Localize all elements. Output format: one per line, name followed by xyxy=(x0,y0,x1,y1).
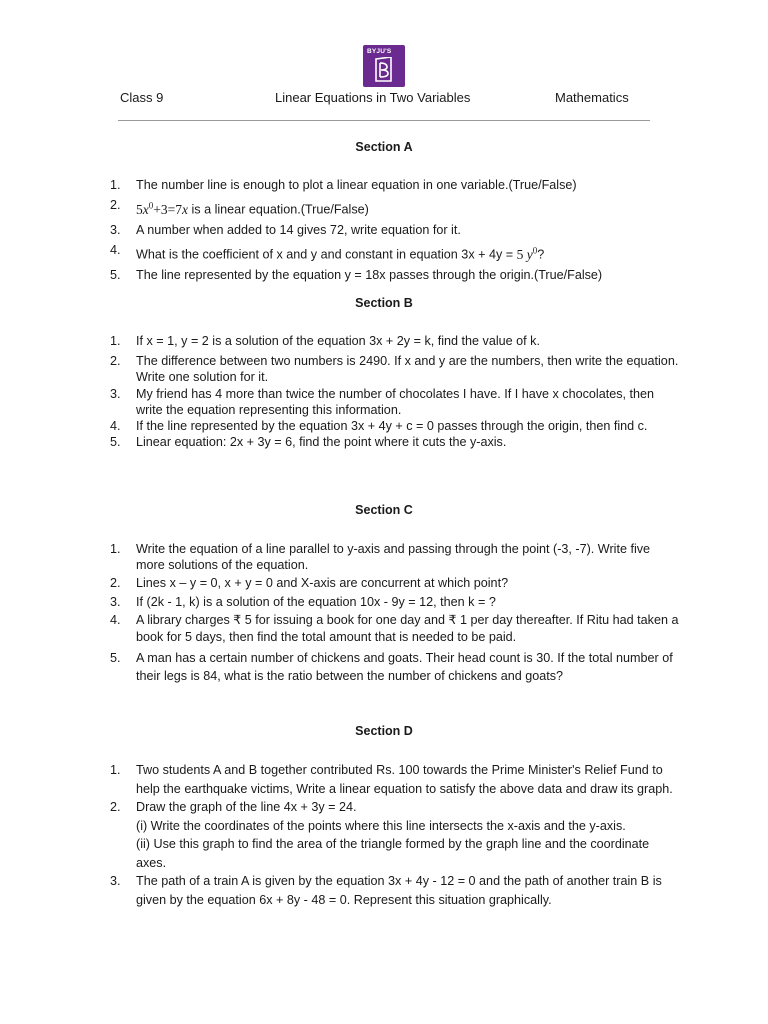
list-item: 3. A number when added to 14 gives 72, write equation for it. xyxy=(110,222,461,237)
list-item: 2. The difference between two numbers is 2490. If x and y are the numbers, then write the equation. Write one solution for it. xyxy=(110,354,679,385)
list-item: 4. If the line represented by the equation 3x + 4y + c = 0 passes through the origin, then find c. xyxy=(110,419,648,434)
list-item: 4. A library charges ₹ 5 for issuing a book for one day and ₹ 1 per day thereafter. If Ritu had taken a book for 5 days, then find the total amount that is needed to be paid. xyxy=(110,612,679,644)
equation: $5x^0+3=7x$ xyxy=(136,200,188,217)
header-subject: Mathematics xyxy=(555,90,629,105)
logo-text: BYJU'S xyxy=(367,48,392,55)
list-item: 2. $5x^0+3=7x$ is a linear equation.(True/False) xyxy=(110,198,369,217)
list-item: 5. The line represented by the equation y = 18x passes through the origin.(True/False) xyxy=(110,267,603,282)
section-b-list xyxy=(110,333,680,454)
section-a-list xyxy=(110,177,680,287)
section-a-title: Section A xyxy=(355,140,413,154)
list-item: 3. My friend has 4 more than twice the number of chocolates I have. If I have x chocolates, then write the equation representing this information. xyxy=(110,386,655,417)
list-item: 2. Draw the graph of the line 4x + 3y = 24. (i) Write the coordinates of the points where this line intersects the x-axis and the y-axis. (ii) Use this graph to find the area of the triangle formed by the graph line and the coordinate axes. xyxy=(110,800,650,870)
header-title: Linear Equations in Two Variables xyxy=(275,90,471,105)
list-item: 5. Linear equation: 2x + 3y = 6, find the point where it cuts the y-axis. xyxy=(110,435,507,450)
list-item: 1. If x = 1, y = 2 is a solution of the equation 3x + 2y = k, find the value of k. xyxy=(110,334,540,348)
logo-b-icon xyxy=(374,57,393,83)
list-item: 1. Two students A and B together contributed Rs. 100 towards the Prime Minister's Relief Fund to help the earthquake victims, Write a linear equation to satisfy the above data and draw its graph. xyxy=(110,763,673,796)
header-divider xyxy=(118,120,650,121)
header-class: Class 9 xyxy=(120,90,164,105)
section-d-list xyxy=(110,761,680,913)
section-c-title: Section C xyxy=(355,503,413,517)
list-item: 3. If (2k - 1, k) is a solution of the equation 10x - 9y = 12, then k = ? xyxy=(110,594,496,609)
list-item: 2. Lines x – y = 0, x + y = 0 and X-axis are concurrent at which point? xyxy=(110,576,509,591)
list-item: 5. A man has a certain number of chickens and goats. Their head count is 30. If the total number of their legs is 84, what is the ratio between the number of chickens and goats? xyxy=(110,650,673,683)
section-b-title: Section B xyxy=(355,296,413,310)
list-item: 4. What is the coefficient of x and y and constant in equation 3x + 4y = 5 $y^0$? xyxy=(110,243,545,262)
byjus-logo xyxy=(363,45,405,87)
section-c-list xyxy=(110,541,680,689)
list-item: 3. The path of a train A is given by the equation 3x + 4y - 12 = 0 and the path of another train B is given by the equation 6x + 8y - 48 = 0. Represent this situation graphically. xyxy=(110,874,662,907)
equation: 5 $y^0$ xyxy=(516,245,538,262)
section-d-title: Section D xyxy=(355,724,413,738)
list-item: 1. The number line is enough to plot a linear equation in one variable.(True/False) xyxy=(110,178,577,192)
list-item: 1. Write the equation of a line parallel to y-axis and passing through the point (-3, -7). Write five more solutions of the equation. xyxy=(110,542,651,573)
